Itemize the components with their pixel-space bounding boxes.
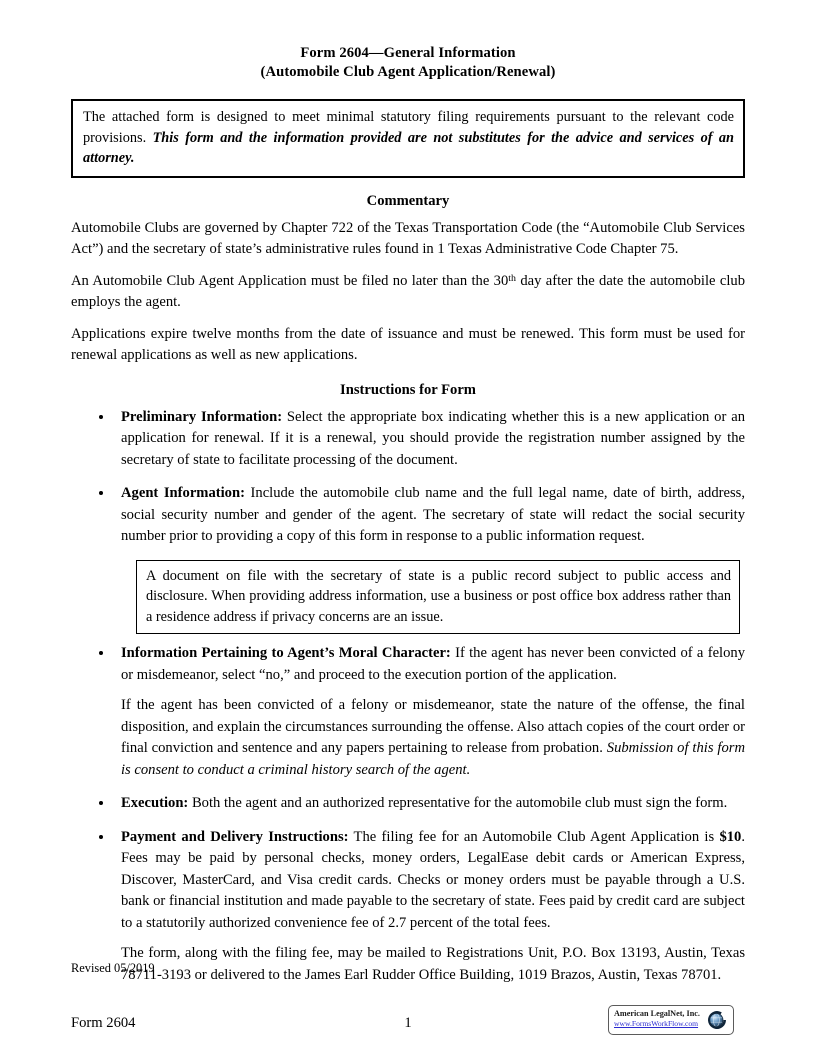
instruction-agent-information (121, 483, 745, 548)
instruction-extra-text: If the agent has been convicted of a felony or misdemeanor, state the nature of the offense, the final disposition, and explain the circumstances surrounding the offense. Also attach copies of the court order or final conviction and sentence and any papers pertaining to release from probation. (121, 697, 745, 756)
footer-form-label: Form 2604 (71, 1015, 136, 1031)
bullet-icon (99, 415, 103, 419)
instruction-body-part1: The filing fee for an Automobile Club Agent Application is (348, 828, 720, 845)
disclaimer-emphasis: This form and the information provided are not substitutes for the advice and services of an attorney. (83, 129, 734, 166)
bullet-icon (99, 835, 103, 839)
filing-fee-amount: $10 (719, 828, 742, 845)
instruction-body: If the agent has never been convicted of a felony or misdemeanor, select “no,” and proceed to the execution portion of the application. (121, 645, 745, 683)
public-record-note-box (136, 560, 740, 635)
list-item (71, 407, 745, 472)
stamp-company-name: American LegalNet, Inc. (614, 1009, 700, 1018)
commentary-heading: Commentary (366, 192, 450, 209)
instruction-body-part2: . Fees may be paid by personal checks, money orders, LegalEase debit cards or American Express, Discover, MasterCard, and Visa credit cards. Checks or money orders must be payable through a U.S. bank or financial institution and made payable to the secretary of state. Fees paid by credit card are subject to a statutorily authorized convenience fee of 2.7 percent of the total fees. (121, 828, 745, 931)
instruction-lead: Information Pertaining to Agent’s Moral Character: (121, 645, 451, 661)
commentary-30th-after: day after the date the automobile club employs the agent. (71, 272, 745, 310)
disclaimer-box (71, 99, 745, 178)
document-content (71, 44, 745, 998)
instruction-execution (121, 793, 745, 815)
american-legalnet-stamp (608, 1005, 734, 1035)
instruction-lead: Payment and Delivery Instructions: (121, 828, 349, 845)
instruction-body: Include the automobile club name and the full legal name, date of birth, address, social security number and gender of the agent. The secretary of state will redact the social security number prior to providing a copy of this form in response to a public information request. (121, 485, 745, 544)
commentary-paragraph-2 (71, 271, 745, 314)
instructions-heading: Instructions for Form (340, 381, 476, 398)
list-item (71, 827, 745, 987)
title-line-2: (Automobile Club Agent Application/Renewal) (260, 64, 556, 80)
instruction-moral-character (121, 643, 745, 686)
public-record-note-text: A document on file with the secretary of state is a public record subject to public access and disclosure. When providing address information, use a business or post office box address rather than a residence address if privacy concerns are an issue. (146, 567, 731, 625)
globe-icon (706, 1009, 728, 1031)
stamp-text-block (614, 1009, 702, 1029)
list-item (71, 793, 745, 815)
revised-date: Revised 05/2019 (71, 961, 155, 975)
instruction-body: Both the agent and an authorized representative for the automobile club must sign the form. (188, 795, 728, 811)
list-item (71, 643, 745, 781)
commentary-30th-before: An Automobile Club Agent Application must be filed no later than the 30 (71, 272, 509, 289)
instruction-preliminary-information (121, 407, 745, 472)
commentary-30th-superscript: th (508, 272, 516, 284)
instructions-list-continued (71, 643, 745, 986)
commentary-paragraph-3: Applications expire twelve months from the date of issuance and must be renewed. This form must be used for renewal applications as well as new applications. (71, 325, 745, 363)
title-line-1: Form 2604—General Information (300, 45, 516, 61)
bullet-icon (99, 801, 103, 805)
page-title (71, 44, 745, 82)
instruction-lead: Execution: (121, 795, 189, 811)
list-item (71, 483, 745, 548)
instruction-lead: Agent Information: (121, 485, 245, 501)
instruction-body: Select the appropriate box indicating whether this is a new application or an application for renewal. If it is a renewal, you should provide the registration number assigned by the secretary of state to facilitate processing of the document. (121, 408, 745, 468)
instruction-mailing-address: The form, along with the filing fee, may be mailed to Registrations Unit, P.O. Box 13193, Austin, Texas 78711-3193 or delivered to the James Earl Rudder Office Building, 1019 Brazos, Austin, Texas 78701. (121, 945, 745, 983)
instruction-lead: Preliminary Information: (121, 408, 283, 425)
instruction-payment-delivery (121, 827, 745, 935)
instruction-moral-character-detail (121, 695, 745, 781)
footer-page-number: 1 (404, 1015, 412, 1031)
commentary-paragraph-1: Automobile Clubs are governed by Chapter 722 of the Texas Transportation Code (the “Automobile Club Services Act”) and the secretary of state’s administrative rules found in 1 Texas Administrative Code Chapter 75. (71, 219, 745, 257)
bullet-icon (99, 491, 103, 495)
instruction-extra-italic: Submission of this form is consent to conduct a criminal history search of the agent. (121, 740, 745, 778)
disclaimer-text (83, 107, 734, 169)
instructions-list (71, 407, 745, 548)
bullet-icon (99, 651, 103, 655)
disclaimer-plain: The attached form is designed to meet minimal statutory filing requirements pursuant to the relevant code provisions. (83, 109, 734, 146)
stamp-url-link[interactable]: www.FormsWorkFlow.com (614, 1019, 699, 1028)
